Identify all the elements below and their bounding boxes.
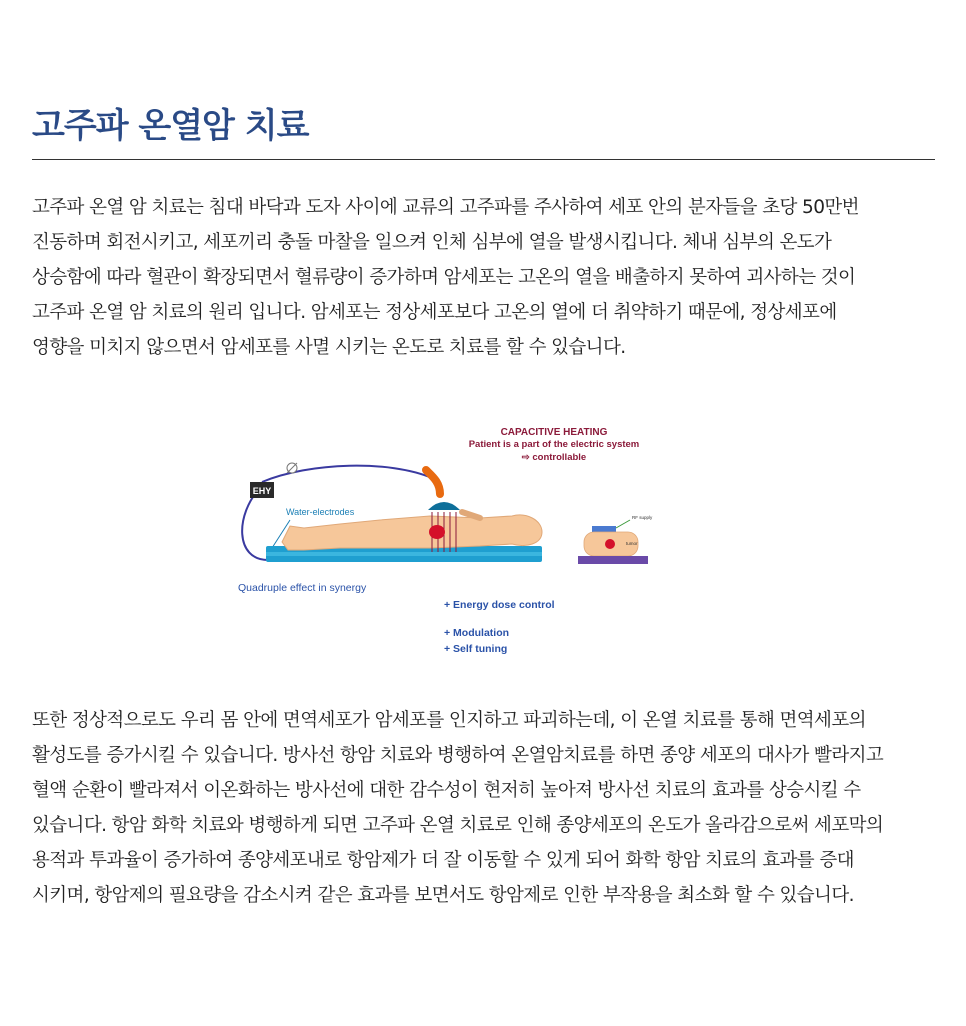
- paragraph-line: 고주파 온열 암 치료는 침대 바닥과 도자 사이에 교류의 고주파를 주사하여 세포 안의 분자들을 초당 50만번: [32, 197, 859, 218]
- tumor-mark: [429, 525, 445, 539]
- electrode-label: Water-electrodes: [286, 507, 355, 517]
- paragraph-line: 영향을 미치지 않으면서 암세포를 사멸 시키는 온도로 치료를 할 수 있습니다.: [32, 337, 626, 358]
- mat-highlight: [266, 552, 542, 556]
- mini-mat: [578, 556, 648, 564]
- paragraph-line: 활성도를 증가시킬 수 있습니다. 방사선 항암 치료와 병행하여 온열암치료를 하면 종양 세포의 대사가 빨라지고: [32, 745, 884, 766]
- effect-energy-dose: + Energy dose control: [444, 599, 555, 611]
- paragraph-line: 용적과 투과율이 증가하여 종양세포내로 항암제가 더 잘 이동할 수 있게 되어 화학 항암 치료의 효과를 증대: [32, 850, 854, 871]
- diagram-svg: [230, 420, 670, 665]
- synergy-label: Quadruple effect in synergy: [238, 582, 367, 594]
- effect-self-tuning: + Self tuning: [444, 643, 508, 655]
- intro-paragraph: [32, 193, 932, 368]
- mini-electrode-top: [592, 526, 616, 532]
- title-divider: [32, 159, 935, 160]
- cable-left: [242, 488, 268, 560]
- diagram-controllable: ⇨ controllable: [521, 452, 587, 463]
- paragraph-line: 혈액 순환이 빨라져서 이온화하는 방사선에 대한 감수성이 현저히 높아져 방사선 치료의 효과를 상승시킬 수: [32, 780, 861, 801]
- electrode-arm: [426, 470, 440, 494]
- capacitive-heating-diagram: [230, 420, 670, 665]
- tumor-label: tumor: [626, 541, 638, 546]
- mini-tumor: [605, 539, 615, 549]
- rf-label: RF supply: [632, 515, 653, 520]
- paragraph-line: 시키며, 항암제의 필요량을 감소시켜 같은 효과를 보면서도 항암제로 인한 부작용을 최소화 할 수 있습니다.: [32, 885, 854, 906]
- effect-modulation: + Modulation: [444, 627, 510, 639]
- diagram-subheading: Patient is a part of the electric system: [468, 439, 640, 450]
- paragraph-line: 있습니다. 항암 화학 치료와 병행하게 되면 고주파 온열 치료로 인해 종양세포의 온도가 올라감으로써 세포막의: [32, 815, 884, 836]
- page-title: 고주파 온열암 치료: [32, 106, 309, 146]
- paragraph-line: 또한 정상적으로도 우리 몸 안에 면역세포가 암세포를 인지하고 파괴하는데, 이 온열 치료를 통해 면역세포의: [32, 710, 866, 731]
- diagram-heading: CAPACITIVE HEATING: [500, 427, 608, 438]
- upper-electrode: [428, 502, 460, 510]
- patient-body: [282, 515, 542, 550]
- paragraph-line: 진동하며 회전시키고, 세포끼리 충돌 마찰을 일으켜 인체 심부에 열을 발생시킵니다. 체내 심부의 온도가: [32, 232, 832, 253]
- paragraph-line: 고주파 온열 암 치료의 원리 입니다. 암세포는 정상세포보다 고온의 열에 더 취약하기 때문에, 정상세포에: [32, 302, 837, 323]
- detail-paragraph: [32, 706, 932, 916]
- device-label: EHY: [252, 486, 272, 496]
- paragraph-line: 상승함에 따라 혈관이 확장되면서 혈류량이 증가하며 암세포는 고온의 열을 배출하지 못하여 괴사하는 것이: [32, 267, 856, 288]
